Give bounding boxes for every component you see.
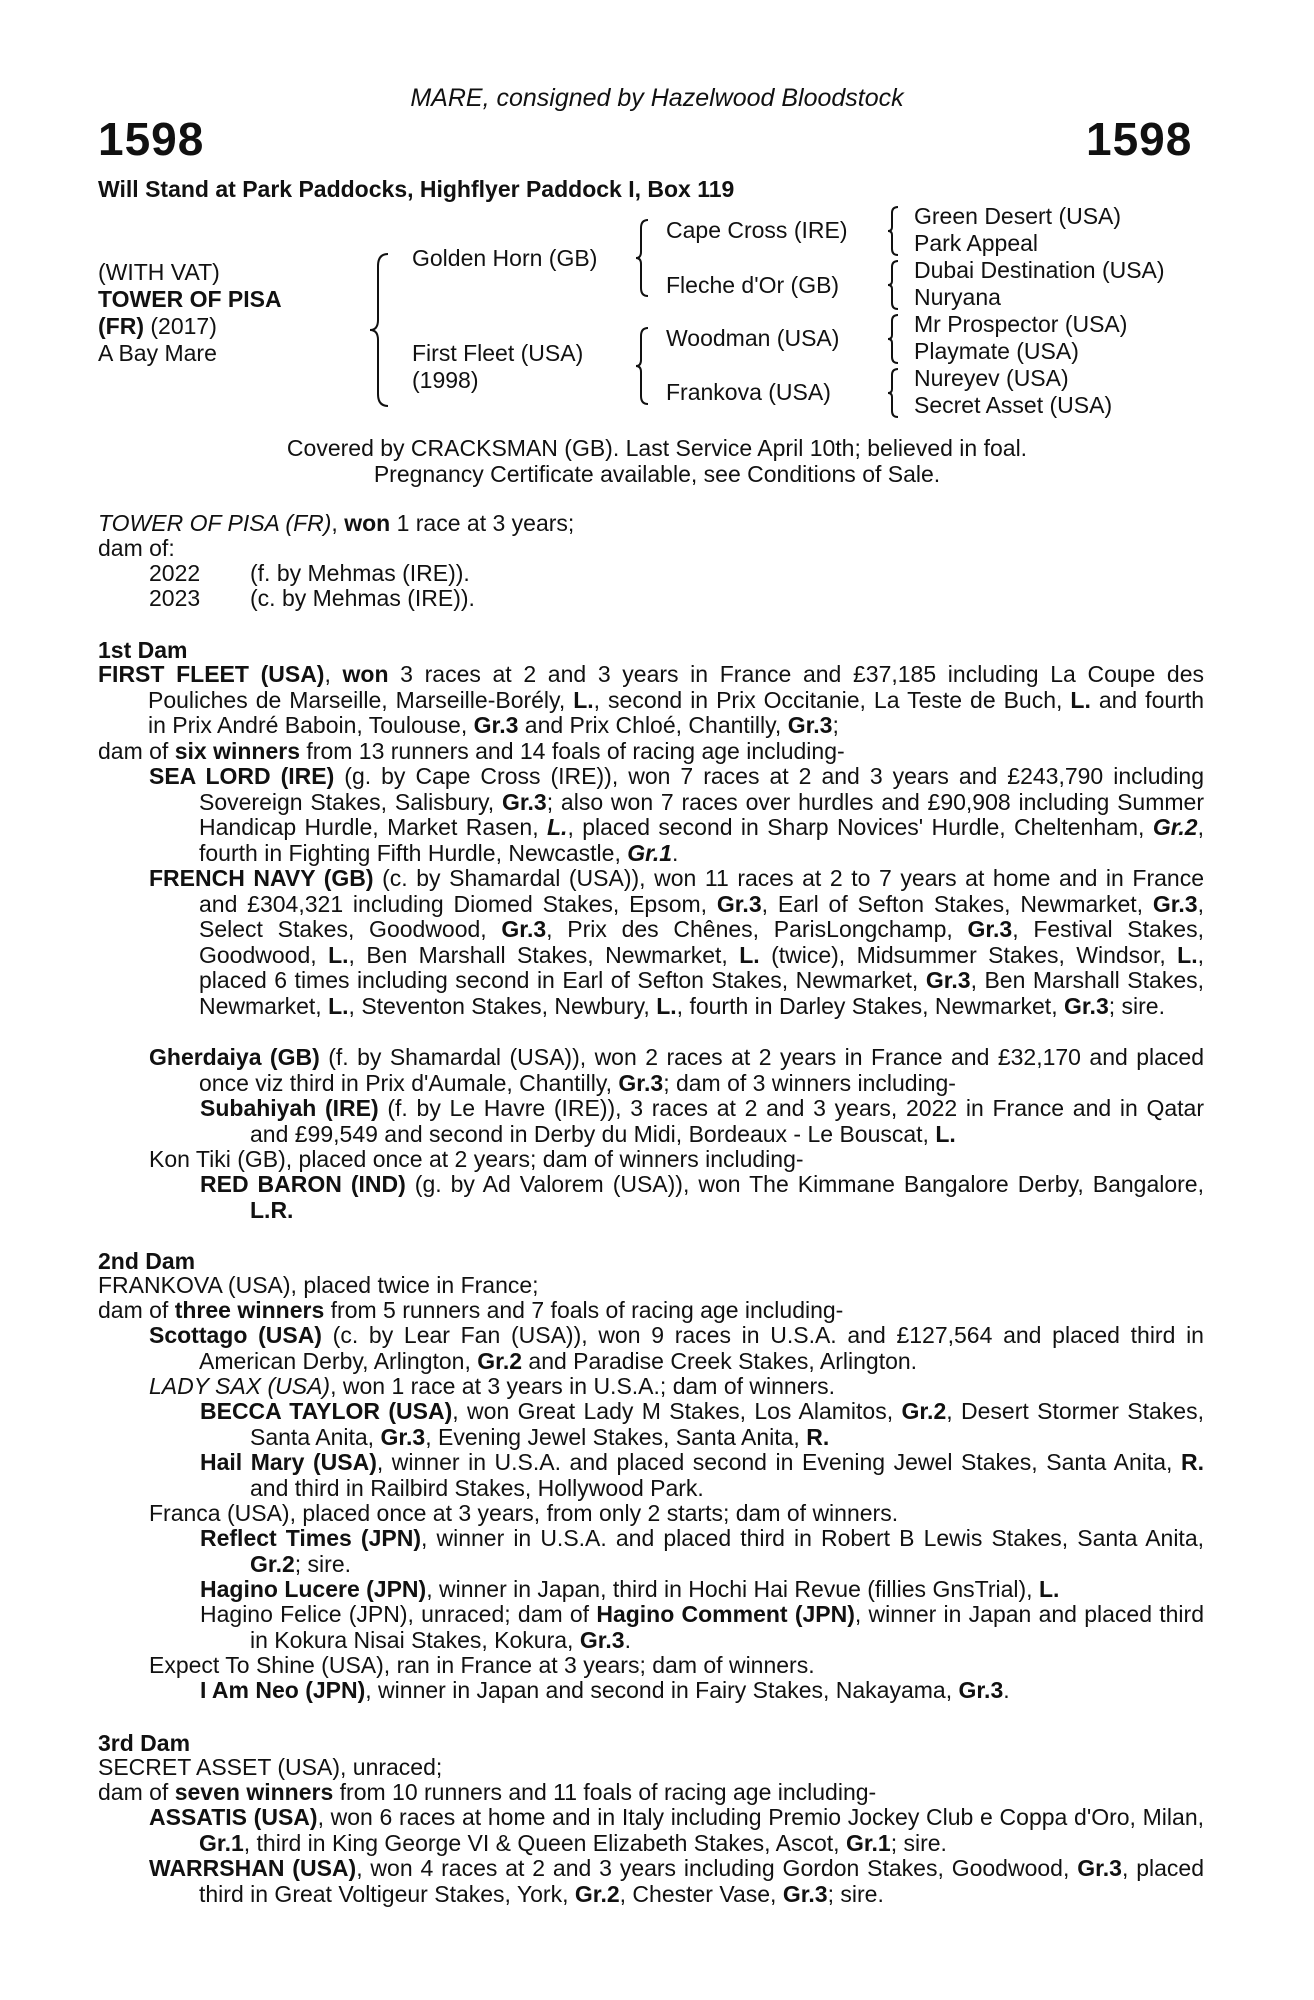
subahiyah-entry: Subahiyah (IRE) (f. by Le Havre (IRE)), 3 races at 2 and 3 years, 2022 in France and in Qatar and £99,549 and second in Derby du Midi, Bordeaux - Le Bouscat, L. [200, 1095, 1204, 1147]
reflect-times-entry: Reflect Times (JPN), winner in U.S.A. and placed third in Robert B Lewis Stakes, Santa Anita, Gr.2; sire. [200, 1525, 1205, 1577]
franca-entry: Franca (USA), placed once at 3 years, from only 2 starts; dam of winners. [149, 1500, 899, 1526]
sire-dam: Fleche d'Or (GB) [666, 272, 840, 298]
sire-sire: Cape Cross (IRE) [666, 217, 848, 243]
expect-to-shine-entry: Expect To Shine (USA), ran in France at 3 years; dam of winners. [149, 1652, 815, 1678]
gg-sire-3: Mr Prospector (USA) [914, 311, 1128, 337]
sire-bracket [634, 218, 652, 298]
gg-sire-2: Dubai Destination (USA) [914, 257, 1165, 283]
dam-year: (1998) [412, 367, 479, 393]
gg-dam-4: Secret Asset (USA) [914, 392, 1113, 418]
gherdaiya-entry: Gherdaiya (GB) (f. by Shamardal (USA)), won 2 races at 2 years in France and £32,170 and placed once viz third in Prix d'Aumale, Chantilly, Gr.3; dam of 3 winners including- [149, 1044, 1204, 1096]
gg-dam-3: Playmate (USA) [914, 338, 1079, 364]
horse-origin-year: (FR) (2017) [98, 313, 217, 339]
hail-mary-entry: Hail Mary (USA), winner in U.S.A. and placed second in Evening Jewel Stakes, Santa Anita, R. and third in Railbird Stakes, Hollywood Park. [200, 1449, 1204, 1501]
warrshan-entry: WARRSHAN (USA), won 4 races at 2 and 3 years including Gordon Stakes, Goodwood, Gr.3, placed third in Great Voltigeur Stakes, York, Gr.2, Chester Vase, Gr.3; sire. [149, 1855, 1204, 1907]
gg-dam-2: Nuryana [914, 284, 1001, 310]
sd-bracket [886, 259, 902, 311]
produce-year: 2022 [149, 560, 201, 586]
assatis-entry: ASSATIS (USA), won 6 races at home and in Italy including Premio Jockey Club e Coppa d'Oro, Milan, Gr.1, third in King George VI & Queen Elizabeth Stakes, Ascot, Gr.1; sire. [149, 1804, 1204, 1856]
produce-text: (f. by Mehmas (IRE)). [250, 560, 470, 586]
third-dam-produce-summary: dam of seven winners from 10 runners and 11 foals of racing age including- [98, 1779, 877, 1805]
sire-name: Golden Horn (GB) [412, 245, 598, 271]
dam-dam: Frankova (USA) [666, 379, 831, 405]
gg-sire-4: Nureyev (USA) [914, 365, 1069, 391]
first-dam-produce-summary: dam of six winners from 13 runners and 14 foals of racing age including- [98, 738, 845, 764]
i-am-neo-entry: I Am Neo (JPN), winner in Japan and second in Fairy Stakes, Nakayama, Gr.3. [200, 1677, 1010, 1703]
secret-asset-line: SECRET ASSET (USA), unraced; [98, 1754, 443, 1780]
gg-sire-1: Green Desert (USA) [914, 203, 1122, 229]
produce-text: (c. by Mehmas (IRE)). [250, 585, 475, 611]
ss-bracket [886, 205, 902, 257]
kon-tiki-entry: Kon Tiki (GB), placed once at 2 years; dam of winners including- [149, 1146, 804, 1172]
produce-year: 2023 [149, 585, 201, 611]
second-dam-produce-summary: dam of three winners from 5 runners and 7 foals of racing age including- [98, 1297, 844, 1323]
lot-number-left: 1598 [98, 113, 205, 165]
third-dam-heading: 3rd Dam [98, 1730, 191, 1756]
dam-name: First Fleet (USA) [412, 340, 584, 366]
pregnancy-line: Pregnancy Certificate available, see Conditions of Sale. [373, 461, 941, 487]
vat-note: (WITH VAT) [98, 259, 220, 285]
pedigree-main-bracket [368, 252, 394, 408]
first-dam-heading: 1st Dam [98, 637, 188, 663]
lady-sax-entry: LADY SAX (USA), won 1 race at 3 years in U.S.A.; dam of winners. [149, 1373, 836, 1399]
ds-bracket [886, 313, 902, 365]
horse-name: TOWER OF PISA [98, 286, 282, 312]
red-baron-entry: RED BARON (IND) (g. by Ad Valorem (USA)), won The Kimmane Bangalore Derby, Bangalore, L.R. [200, 1171, 1204, 1223]
stand-location: Will Stand at Park Paddocks, Highflyer Paddock I, Box 119 [98, 176, 735, 202]
sea-lord-entry: SEA LORD (IRE) (g. by Cape Cross (IRE)), won 7 races at 2 and 3 years and £243,790 including Sovereign Stakes, Salisbury, Gr.3; also won 7 races over hurdles and £90,908 including Summer Handicap Hurdle, Market Rasen, L., placed second in Sharp Novices' Hurdle, Cheltenham, Gr.2, fourth in Fighting Fifth Hurdle, Newcastle, Gr.1. [149, 763, 1204, 866]
summary-line: TOWER OF PISA (FR), won 1 race at 3 years; [98, 510, 575, 536]
dam-of-label: dam of: [98, 535, 175, 561]
french-navy-entry: FRENCH NAVY (GB) (c. by Shamardal (USA)), won 11 races at 2 to 7 years at home and in France and £304,321 including Diomed Stakes, Epsom, Gr.3, Earl of Sefton Stakes, Newmarket, Gr.3, Select Stakes, Goodwood, Gr.3, Prix des Chênes, ParisLongchamp, Gr.3, Festival Stakes, Goodwood, L., Ben Marshall Stakes, Newmarket, L. (twice), Midsummer Stakes, Windsor, L., placed 6 times including second in Earl of Sefton Stakes, Newmarket, Gr.3, Ben Marshall Stakes, Newmarket, L., Steventon Stakes, Newbury, L., fourth in Darley Stakes, Newmarket, Gr.3; sire. [149, 865, 1205, 1019]
covered-line: Covered by CRACKSMAN (GB). Last Service April 10th; believed in foal. [286, 435, 1028, 461]
dam-bracket [634, 326, 652, 406]
first-dam-paragraph: FIRST FLEET (USA), won 3 races at 2 and 3 years in France and £37,185 including La Coupe des Pouliches de Marseille, Marseille-Borély, L., second in Prix Occitanie, La Teste de Buch, L. and fourth in Prix André Baboin, Toulouse, Gr.3 and Prix Chloé, Chantilly, Gr.3; [98, 661, 1204, 738]
dd-bracket [886, 367, 902, 419]
lot-number-right: 1598 [1086, 113, 1193, 165]
horse-description: A Bay Mare [98, 340, 217, 366]
gg-dam-1: Park Appeal [914, 230, 1039, 256]
frankova-line: FRANKOVA (USA), placed twice in France; [98, 1272, 539, 1298]
hagino-felice-entry: Hagino Felice (JPN), unraced; dam of Hagino Comment (JPN), winner in Japan and placed third in Kokura Nisai Stakes, Kokura, Gr.3. [200, 1601, 1204, 1653]
second-dam-heading: 2nd Dam [98, 1248, 196, 1274]
becca-taylor-entry: BECCA TAYLOR (USA), won Great Lady M Stakes, Los Alamitos, Gr.2, Desert Stormer Stakes, Santa Anita, Gr.3, Evening Jewel Stakes, Santa Anita, R. [200, 1398, 1204, 1450]
scottago-entry: Scottago (USA) (c. by Lear Fan (USA)), won 9 races in U.S.A. and £127,564 and placed third in American Derby, Arlington, Gr.2 and Paradise Creek Stakes, Arlington. [149, 1322, 1204, 1374]
consignor-line: MARE, consigned by Hazelwood Bloodstock [410, 84, 904, 112]
hagino-lucere-entry: Hagino Lucere (JPN), winner in Japan, third in Hochi Hai Revue (fillies GnsTrial), L. [200, 1576, 1060, 1602]
dam-sire: Woodman (USA) [666, 325, 840, 351]
